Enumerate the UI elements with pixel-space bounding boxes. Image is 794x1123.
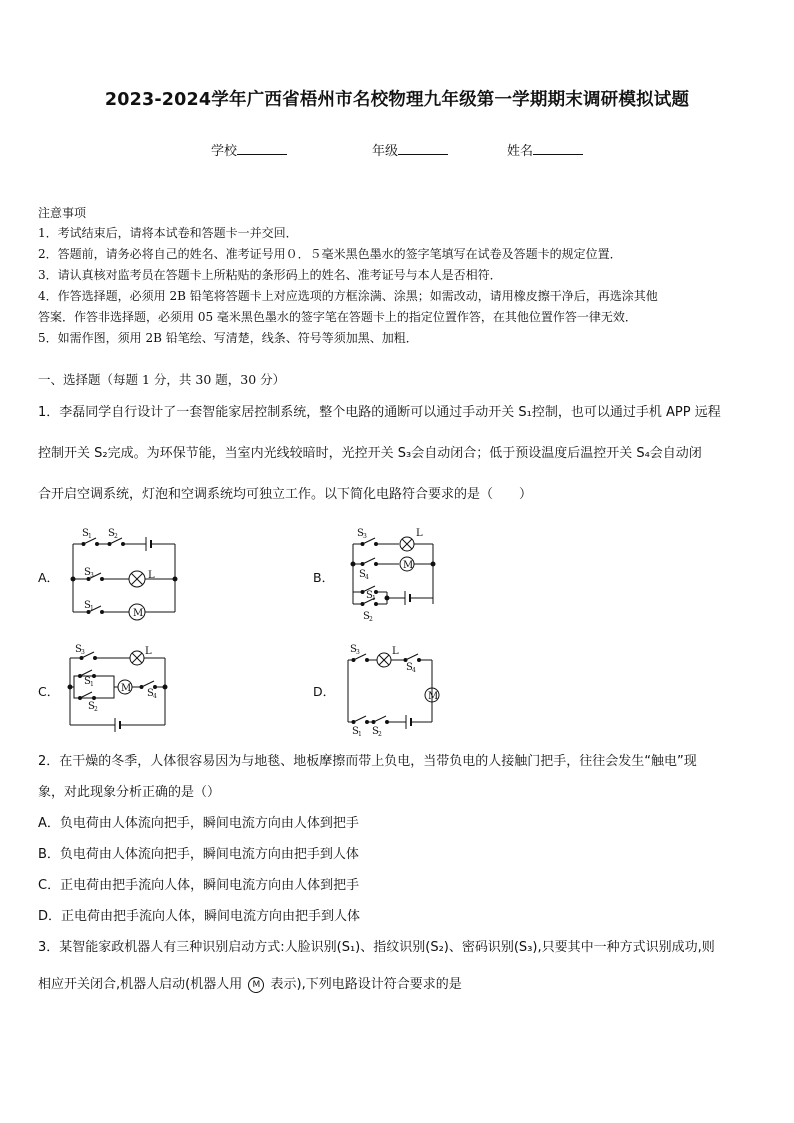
circuit-label: S (88, 701, 95, 712)
circuit-label: S (366, 590, 373, 601)
circuit-label: S (352, 726, 359, 737)
circuit-c-diagram (60, 640, 180, 740)
circuit-label: M (403, 560, 414, 571)
circuit-label: 4 (153, 693, 157, 700)
question-3-line (38, 973, 462, 993)
circuit-label: 1 (90, 681, 94, 688)
question-3-text: 表示),下列电路设计符合要求的是 (270, 977, 462, 992)
circuit-label: 1 (90, 605, 94, 612)
notice-item: 1．考试结束后，请将本试卷和答题卡一并交回． (38, 226, 298, 240)
grade-label: 年级 (372, 144, 399, 159)
circuit-label: L (416, 528, 423, 539)
circuit-label: 2 (114, 533, 118, 540)
page-title: 2023-2024学年广西省梧州市名校物理九年级第一学期期末调研模拟试题 (104, 90, 690, 110)
circuit-b-diagram (335, 522, 445, 627)
option-d-label[interactable]: D． (313, 684, 336, 699)
circuit-label: 4 (365, 574, 369, 581)
option-c-label[interactable]: C． (38, 684, 60, 699)
name-field[interactable] (507, 140, 583, 159)
circuit-label: S (84, 600, 91, 611)
circuit-label: 3 (356, 649, 360, 656)
school-label: 学校 (211, 144, 238, 159)
circuit-label: S (363, 611, 370, 622)
circuit-label: 2 (369, 616, 373, 623)
circuit-label: S (406, 662, 413, 673)
circuit-label: S (357, 528, 364, 539)
circuit-label: S (84, 676, 91, 687)
circuit-label: S (84, 567, 91, 578)
notice-item: 答案．作答非选择题，必须用 05 毫米黑色墨水的签字笔在答题卡上的指定位置作答，在其他位置作答一律无效． (38, 310, 637, 324)
motor-symbol-icon: M (248, 977, 264, 993)
school-blank[interactable] (237, 142, 287, 155)
circuit-label: M (121, 683, 132, 694)
grade-field[interactable] (372, 140, 448, 159)
question-2-option-a[interactable]: A．负电荷由人体流向把手，瞬间电流方向由人体到把手 (38, 816, 359, 831)
question-3-line: 3．某智能家政机器人有三种识别启动方式:人脸识别(S₁)、指纹识别(S₂)、密码识别(S₃),只要其中一种方式识别成功,则 (38, 940, 715, 955)
circuit-label: M (428, 691, 439, 702)
section-heading: 一、选择题（每题 1 分，共 30 题，30 分） (38, 372, 286, 387)
circuit-label: 3 (363, 533, 367, 540)
circuit-label: 2 (378, 731, 382, 738)
circuit-label: S (75, 644, 82, 655)
grade-blank[interactable] (398, 142, 448, 155)
option-b-label[interactable]: B． (313, 570, 335, 585)
circuit-label: S (372, 726, 379, 737)
circuit-label: S (147, 688, 154, 699)
question-2-line: 象，对此现象分析正确的是（） (38, 785, 221, 800)
circuit-label: 1 (358, 731, 362, 738)
name-blank[interactable] (533, 142, 583, 155)
question-1-line: 1．李磊同学自行设计了一套智能家居控制系统，整个电路的通断可以通过手动开关 S₁控制，也可以通过手机 APP 远程 (38, 405, 721, 420)
circuit-label: 3 (81, 649, 85, 656)
notice-heading: 注意事项 (38, 206, 87, 220)
notice-item: 5．如需作图，须用 2B 铅笔绘、写清楚，线条、符号等须加黑、加粗． (38, 331, 418, 345)
circuit-d-diagram (340, 640, 445, 740)
circuit-label: M (133, 608, 144, 619)
circuit-label: S (82, 528, 89, 539)
notice-item: 3．请认真核对监考员在答题卡上所粘贴的条形码上的姓名、准考证号与本人是否相符． (38, 268, 502, 282)
question-2-option-b[interactable]: B．负电荷由人体流向把手，瞬间电流方向由把手到人体 (38, 847, 359, 862)
circuit-label: L (145, 646, 152, 657)
circuit-a-diagram (60, 522, 185, 622)
question-2-option-c[interactable]: C．正电荷由把手流向人体，瞬间电流方向由人体到把手 (38, 878, 360, 893)
question-1-line: 合开启空调系统，灯泡和空调系统均可独立工作。以下简化电路符合要求的是（ ） (38, 487, 533, 502)
circuit-label: 1 (88, 533, 92, 540)
notice-item: 4．作答选择题，必须用 2B 铅笔将答题卡上对应选项的方框涂满、涂黑；如需改动，请用橡皮擦干净后，再选涂其他 (38, 289, 658, 303)
question-1-line: 控制开关 S₂完成。为环保节能，当室内光线较暗时，光控开关 S₃会自动闭合；低于预设温度后温控开关 S₄会自动闭 (38, 446, 702, 461)
circuit-label: 1 (372, 595, 376, 602)
school-field[interactable] (211, 140, 287, 159)
circuit-label: 3 (90, 572, 94, 579)
circuit-label: S (108, 528, 115, 539)
circuit-label: 4 (412, 667, 416, 674)
circuit-label: L (148, 570, 155, 581)
circuit-label: S (359, 569, 366, 580)
circuit-label: S (350, 644, 357, 655)
name-label: 姓名 (507, 144, 534, 159)
question-2-option-d[interactable]: D．正电荷由把手流向人体，瞬间电流方向由把手到人体 (38, 909, 361, 924)
circuit-label: 2 (94, 706, 98, 713)
question-2-line: 2．在干燥的冬季，人体很容易因为与地毯、地板摩擦而带上负电，当带负电的人接触门把手，往往会发生“触电”现 (38, 754, 697, 769)
circuit-label: L (392, 646, 399, 657)
notice-item: 2．答题前，请务必将自己的姓名、准考证号用０．５毫米黑色墨水的签字笔填写在试卷及答题卡的规定位置． (38, 247, 622, 261)
option-a-label[interactable]: A． (38, 570, 60, 585)
question-3-text: 相应开关闭合,机器人启动(机器人用 (38, 977, 243, 992)
